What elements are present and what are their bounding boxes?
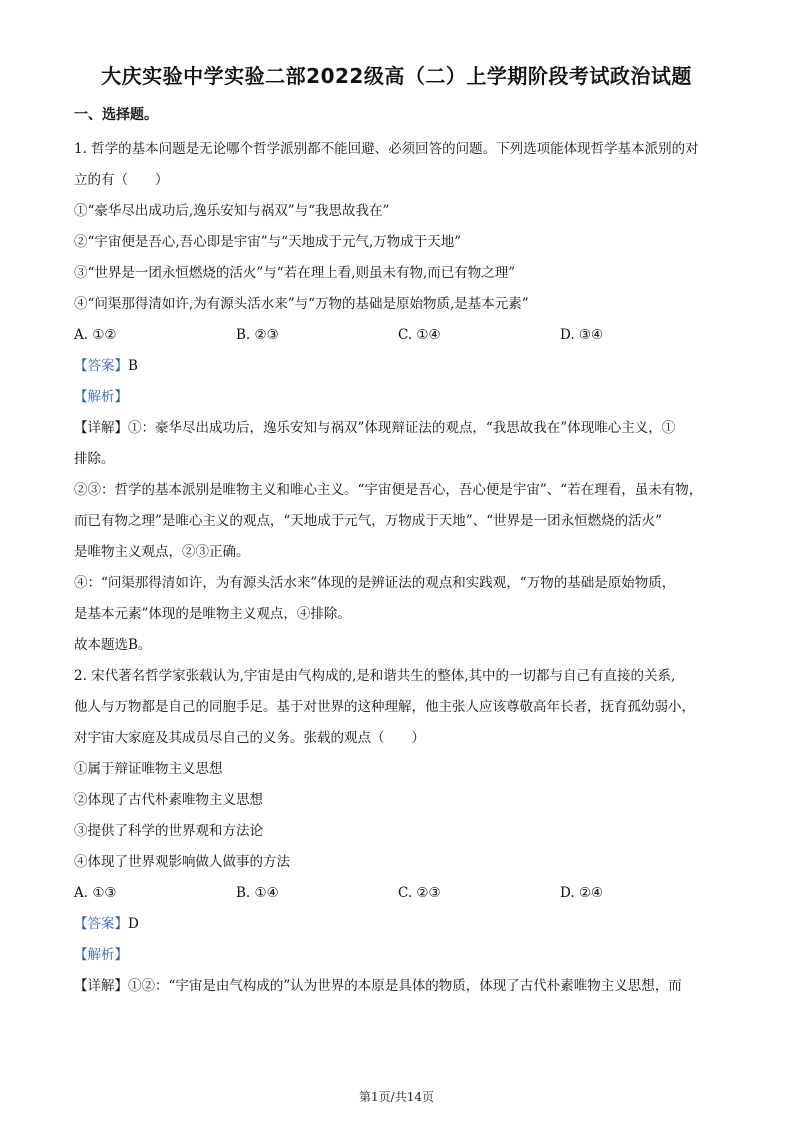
q2-stem-line: 对宇宙大家庭及其成员尽自己的义务。张载的观点（ ）: [74, 730, 425, 746]
answer-value: D: [128, 916, 139, 932]
q2-item: ④体现了世界观影响做人做事的方法: [74, 854, 290, 870]
q2-option-d: D. ②④: [560, 885, 604, 901]
q1-detail-line: ④：“问渠那得清如许，为有源头活水来”体现的是辨证法的观点和实践观，“万物的基础是原始物质，: [74, 575, 676, 591]
question-1: [74, 134, 736, 661]
section-heading: 一、选择题。: [74, 107, 158, 123]
analysis-tag: 【解析】: [74, 947, 128, 963]
q1-detail-line: 是唯物主义观点，②③正确。: [74, 544, 250, 560]
q1-option-c: C. ①④: [398, 327, 441, 343]
answer-tag: 【答案】: [74, 916, 128, 932]
detail-text: ①②：“宇宙是由气构成的”认为世界的本原是具体的物质，体现了古代朴素唯物主义思想，而: [128, 978, 682, 994]
q1-item: ③“世界是一团永恒燃烧的活火”与“若在理上看,则虽未有物,而已有物之理”: [74, 265, 516, 281]
q1-detail-line: [74, 413, 736, 444]
q2-detail-line: [74, 971, 736, 1002]
q1-item: ①“豪华尽出成功后,逸乐安知与祸双”与“我思故我在”: [74, 203, 390, 219]
document-content: [74, 104, 736, 1002]
q1-conclusion: 故本题选B。: [74, 637, 152, 653]
q2-stem-line: 他人与万物都是自己的同胞手足。基于对世界的这种理解，他主张人应该尊敬高年长者，抚育孤幼弱小，: [74, 699, 695, 715]
q2-option-a: A. ①③: [74, 885, 117, 901]
question-2: [74, 661, 736, 1002]
q2-answer: [74, 909, 736, 940]
answer-tag: 【答案】: [74, 358, 128, 374]
q1-detail-line: 而已有物之理”是唯心主义的观点，“天地成于元气，万物成于天地”、“世界是一团永恒燃烧的活火”: [74, 513, 663, 529]
q2-item: ②体现了古代朴素唯物主义思想: [74, 792, 263, 808]
page-footer: 第1页/共14页: [359, 1090, 434, 1104]
q2-item: ③提供了科学的世界观和方法论: [74, 823, 263, 839]
page-title: 大庆实验中学实验二部2022级高（二）上学期阶段考试政治试题: [101, 64, 692, 88]
q1-detail-line: 是基本元素”体现的是唯物主义观点，④排除。: [74, 606, 351, 622]
q1-stem-line: 立的有（ ）: [74, 172, 169, 188]
q1-item: ④“问渠那得清如许,为有源头活水来”与“万物的基础是原始物质,是基本元素”: [74, 296, 529, 312]
q1-analysis: [74, 382, 736, 413]
q1-option-a: A. ①②: [74, 327, 117, 343]
q1-detail-line: ②③：哲学的基本派别是唯物主义和唯心主义。“宇宙便是吾心，吾心便是宇宙”、“若在理看，虽未有物，: [74, 482, 703, 498]
answer-value: B: [128, 358, 138, 374]
q2-item: ①属于辩证唯物主义思想: [74, 761, 223, 777]
q1-option-d: D. ③④: [560, 327, 604, 343]
q2-options: [74, 878, 736, 909]
q1-detail-line: 排除。: [74, 451, 115, 467]
detail-tag: 【详解】: [74, 978, 128, 994]
q2-option-b: B. ①④: [236, 885, 279, 901]
q2-analysis: [74, 940, 736, 971]
detail-text: ①：豪华尽出成功后，逸乐安知与祸双”体现辩证法的观点，“我思故我在”体现唯心主义，①: [128, 420, 676, 436]
q2-option-c: C. ②③: [398, 885, 441, 901]
q1-option-b: B. ②③: [236, 327, 279, 343]
q1-item: ②“宇宙便是吾心,吾心即是宇宙”与“天地成于元气,万物成于天地”: [74, 234, 462, 250]
q1-stem-line: 1. 哲学的基本问题是无论哪个哲学派别都不能回避、必须回答的问题。下列选项能体现哲学基本派别的对: [74, 141, 699, 157]
q2-stem-line: 2. 宋代著名哲学家张载认为,宇宙是由气构成的,是和谐共生的整体,其中的一切都与自己有直接的关系,: [74, 668, 676, 684]
analysis-tag: 【解析】: [74, 389, 128, 405]
detail-tag: 【详解】: [74, 420, 128, 436]
q1-options: [74, 320, 736, 351]
q1-answer: [74, 351, 736, 382]
